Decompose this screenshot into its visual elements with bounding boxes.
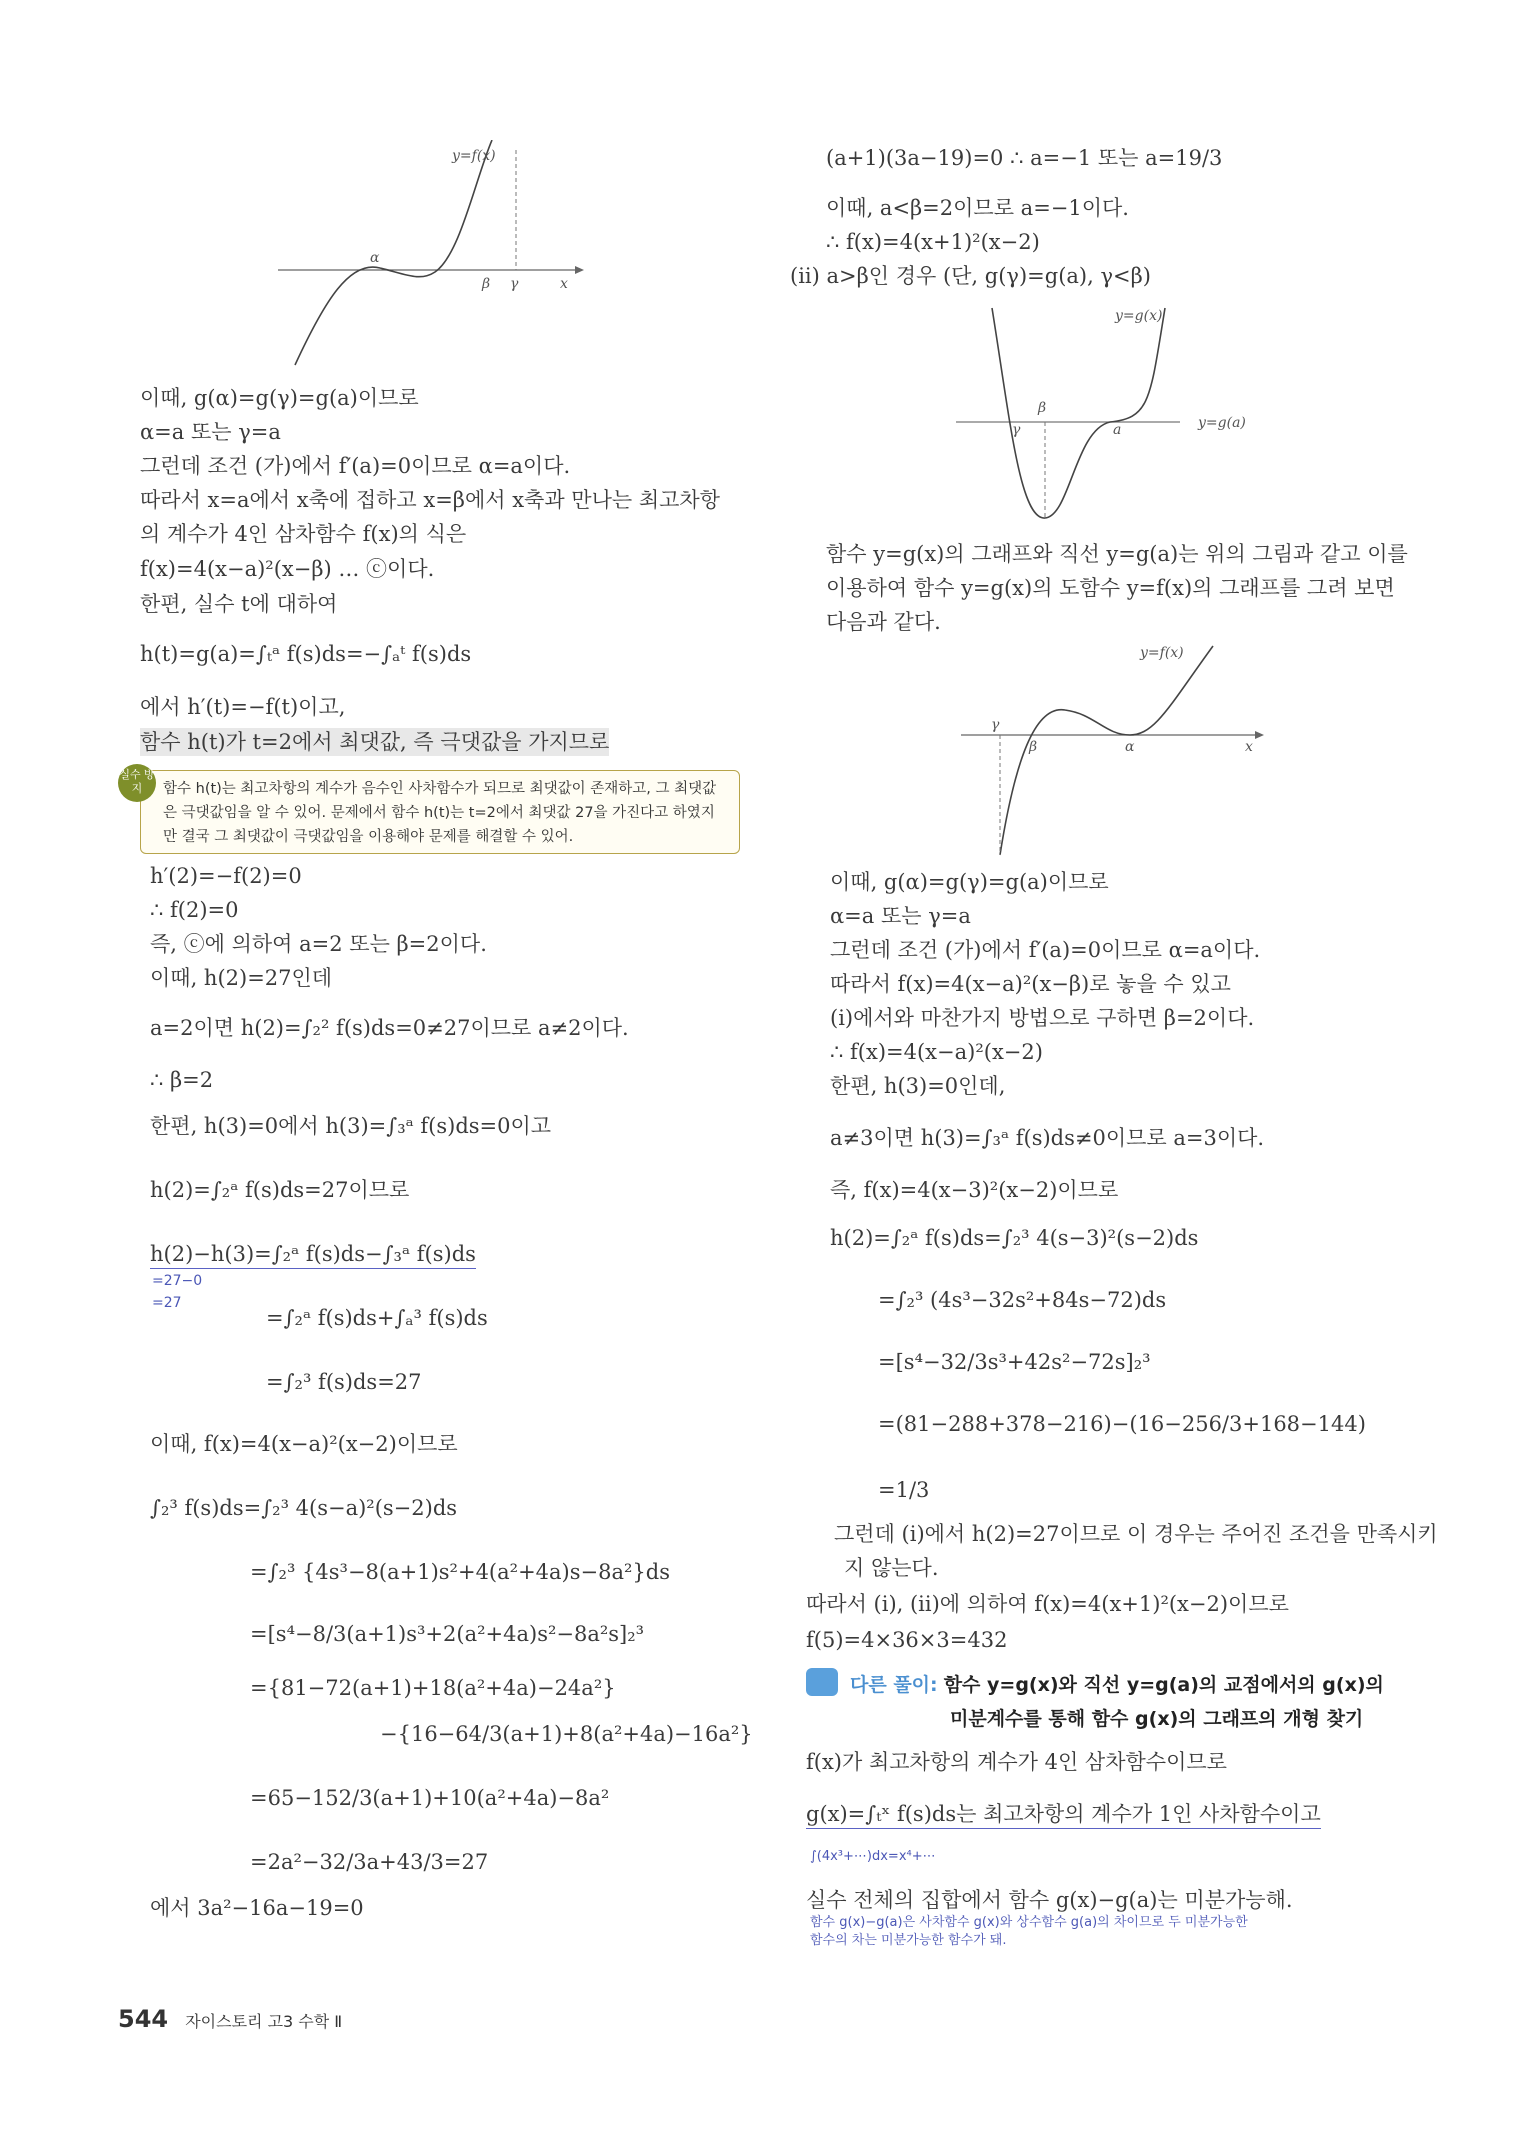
text-line: f(x)=4(x−a)²(x−β) … ⓒ이다. (140, 557, 435, 581)
text-line: =1/3 (878, 1478, 930, 1502)
graph-g-case2 (950, 300, 1290, 530)
text-line: 의 계수가 4인 삼차함수 f(x)의 식은 (140, 522, 467, 546)
side-note: ∫(4x³+⋯)dx=x⁴+⋯ (810, 1849, 936, 1864)
page-number: 544 (118, 2005, 169, 2033)
graph1-label-beta: β (482, 276, 491, 292)
side-note: =27−0 (152, 1273, 203, 1289)
text-line: =[s⁴−8/3(a+1)s³+2(a²+4a)s²−8a²s]₂³ (250, 1622, 645, 1646)
note-line: 은 극댓값임을 알 수 있어. 문제에서 함수 h(t)는 t=2에서 최댓값 27을 가진다고 하였지 (163, 805, 715, 821)
text-line: 즉, ⓒ에 의하여 a=2 또는 β=2이다. (150, 932, 487, 956)
text-line: =∫₂ᵃ f(s)ds+∫ₐ³ f(s)ds (266, 1306, 488, 1330)
graph3-label-beta: β (1029, 739, 1038, 755)
highlighted-line: 함수 h(t)가 t=2에서 최댓값, 즉 극댓값을 가지므로 (140, 730, 610, 754)
text-line: a≠3이면 h(3)=∫₃ᵃ f(s)ds≠0이므로 a=3이다. (830, 1126, 1265, 1150)
text-line: 그런데 조건 (가)에서 f′(a)=0이므로 α=a이다. (830, 938, 1261, 962)
text-line: =∫₂³ (4s³−32s²+84s−72)ds (878, 1288, 1167, 1312)
graph3-label-gamma: γ (991, 717, 1000, 733)
alt-solution-title: 함수 y=g(x)와 직선 y=g(a)의 교점에서의 g(x)의 (943, 1674, 1384, 1696)
mistake-badge: 실수 방지 (118, 764, 156, 802)
mistake-note-box (140, 770, 740, 854)
text-line: ∴ β=2 (150, 1068, 214, 1092)
text-line: 한편, 실수 t에 대하여 (140, 592, 338, 616)
graph3-label-alpha: α (1125, 739, 1135, 755)
text-line: 그런데 조건 (가)에서 f′(a)=0이므로 α=a이다. (140, 454, 571, 478)
alt-solution-title-line2: 미분계수를 통해 함수 g(x)의 그래프의 개형 찾기 (950, 1708, 1364, 1730)
text-line: ∴ f(2)=0 (150, 898, 239, 922)
text-line: 따라서 f(x)=4(x−a)²(x−β)로 놓을 수 있고 (830, 972, 1231, 996)
text-line: (ii) a>β인 경우 (단, g(γ)=g(a), γ<β) (790, 264, 1151, 288)
text-line: 지 않는다. (844, 1556, 939, 1580)
underlined-line: 실수 전체의 집합에서 함수 g(x)−g(a)는 미분가능해. (806, 1888, 1293, 1912)
graph-f-case1 (270, 140, 590, 370)
graph3-curve-label: y=f(x) (1140, 645, 1184, 661)
text-line: α=a 또는 γ=a (140, 420, 281, 444)
text-line: 그런데 (i)에서 h(2)=27이므로 이 경우는 주어진 조건을 만족시키 (834, 1522, 1438, 1546)
note-line: 함수 h(t)는 최고차항의 계수가 음수인 사차함수가 되므로 최댓값이 존재하고, 그 최댓값 (163, 781, 717, 797)
text-line: =∫₂³ {4s³−8(a+1)s²+4(a²+4a)s−8a²}ds (250, 1560, 670, 1584)
graph2-curve-label: y=g(x) (1115, 308, 1163, 324)
graph-f-case2 (955, 640, 1275, 860)
text-line: 따라서 (i), (ii)에 의하여 f(x)=4(x+1)²(x−2)이므로 (806, 1592, 1289, 1616)
text-line: 한편, h(3)=0인데, (830, 1074, 1006, 1098)
text-line: =65−152/3(a+1)+10(a²+4a)−8a² (250, 1786, 610, 1810)
text-line: ∫₂³ f(s)ds=∫₂³ 4(s−a)²(s−2)ds (150, 1496, 458, 1520)
note-line: 만 결국 그 최댓값이 극댓값임을 이용해야 문제를 해결할 수 있어. (163, 829, 574, 845)
alt-solution-tag: 다른 풀이: (850, 1674, 938, 1696)
text-line: −{16−64/3(a+1)+8(a²+4a)−16a²} (380, 1722, 753, 1746)
text-line: h(t)=g(a)=∫ₜᵃ f(s)ds=−∫ₐᵗ f(s)ds (140, 642, 472, 666)
graph1-curve-label: y=f(x) (452, 148, 496, 164)
text-line: a=2이면 h(2)=∫₂² f(s)ds=0≠27이므로 a≠2이다. (150, 1016, 629, 1040)
text-line: h(2)−h(3)=∫₂ᵃ f(s)ds−∫₃ᵃ f(s)ds (150, 1240, 476, 1269)
text-line: =(81−288+378−216)−(16−256/3+168−144) (878, 1412, 1366, 1436)
text-line: 에서 3a²−16a−19=0 (150, 1896, 364, 1920)
text-line: 이때, g(α)=g(γ)=g(a)이므로 (830, 870, 1109, 894)
text-line: =[s⁴−32/3s³+42s²−72s]₂³ (878, 1350, 1151, 1374)
alt-solution-label (850, 1670, 1384, 1697)
text-line: h′(2)=−f(2)=0 (150, 864, 302, 888)
text-line: g(x)=∫ₜˣ f(s)ds는 최고차항의 계수가 1인 사차함수이고 (806, 1800, 1321, 1829)
graph2-line-label: y=g(a) (1198, 415, 1246, 431)
text-line: 이때, a<β=2이므로 a=−1이다. (826, 196, 1129, 220)
text-line: 이때, h(2)=27인데 (150, 966, 333, 990)
side-note: 함수 g(x)−g(a)은 사차함수 g(x)와 상수함수 g(a)의 차이므로 두 미분가능한 (810, 1915, 1248, 1930)
text-line: 즉, f(x)=4(x−3)²(x−2)이므로 (830, 1178, 1119, 1202)
text-line: 따라서 x=a에서 x축에 접하고 x=β에서 x축과 만나는 최고차항 (140, 488, 720, 512)
text-line: h(2)=∫₂ᵃ f(s)ds=∫₂³ 4(s−3)²(s−2)ds (830, 1226, 1199, 1250)
text-line: ∴ f(x)=4(x−a)²(x−2) (830, 1040, 1043, 1064)
text-line: 이용하여 함수 y=g(x)의 도함수 y=f(x)의 그래프를 그려 보면 (826, 576, 1395, 600)
text-line: ={81−72(a+1)+18(a²+4a)−24a²} (250, 1676, 616, 1700)
book-title: 자이스토리 고3 수학 Ⅱ (185, 2012, 343, 2031)
text-line: ∴ f(x)=4(x+1)²(x−2) (826, 230, 1040, 254)
graph1-label-gamma: γ (510, 276, 519, 292)
text-line: 이때, g(α)=g(γ)=g(a)이므로 (140, 386, 419, 410)
graph3-label-x: x (1245, 739, 1253, 755)
side-note: 함수의 차는 미분가능한 함수가 돼. (810, 1933, 1007, 1948)
side-note: =27 (152, 1295, 182, 1311)
graph2-label-beta: β (1038, 400, 1047, 416)
text-line: =2a²−32/3a+43/3=27 (250, 1850, 489, 1874)
page-footer (118, 2005, 342, 2033)
graph1-label-alpha: α (370, 250, 380, 266)
text-line: α=a 또는 γ=a (830, 904, 971, 928)
graph1-label-x: x (560, 276, 568, 292)
text-line: 다음과 같다. (826, 610, 941, 634)
graph2-label-gamma: γ (1012, 422, 1021, 438)
graph2-label-a: a (1113, 422, 1122, 438)
text-line: (i)에서와 마찬가지 방법으로 구하면 β=2이다. (830, 1006, 1255, 1030)
text-line: f(x)가 최고차항의 계수가 4인 삼차함수이므로 (806, 1750, 1227, 1774)
alt-solution-icon (806, 1668, 838, 1696)
text-line: 함수 y=g(x)의 그래프와 직선 y=g(a)는 위의 그림과 같고 이를 (826, 542, 1408, 566)
alt-solution-title-2 (950, 1704, 1363, 1731)
text-line: 한편, h(3)=0에서 h(3)=∫₃ᵃ f(s)ds=0이고 (150, 1114, 552, 1138)
text-line: h(2)=∫₂ᵃ f(s)ds=27이므로 (150, 1178, 410, 1202)
text-line: 이때, f(x)=4(x−a)²(x−2)이므로 (150, 1432, 458, 1456)
text-line: (a+1)(3a−19)=0 ∴ a=−1 또는 a=19/3 (826, 146, 1223, 170)
text-line: f(5)=4×36×3=432 (806, 1628, 1008, 1652)
text-line: 에서 h′(t)=−f(t)이고, (140, 695, 346, 719)
text-line: =∫₂³ f(s)ds=27 (266, 1370, 422, 1394)
